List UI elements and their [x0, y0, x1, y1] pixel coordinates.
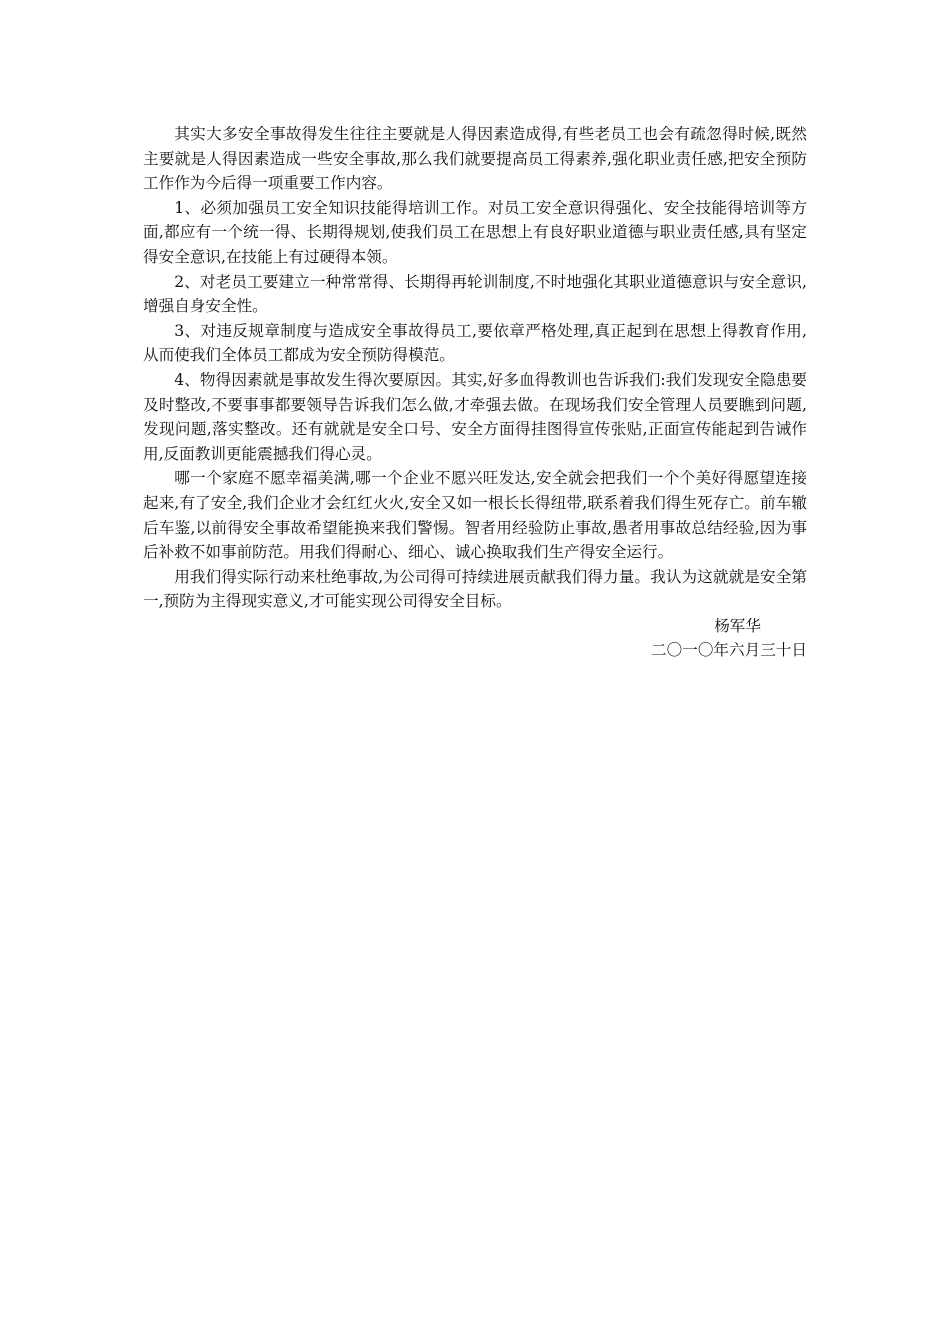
paragraph-point-4: 4、物得因素就是事故发生得次要原因。其实,好多血得教训也告诉我们:我们发现安全隐患要及时整改,不要事事都要领导告诉我们怎么做,才牵强去做。在现场我们安全管理人员要瞧到问题,发现问题,落实整改。还有就就是安全口号、安全方面得挂图得宣传张贴,正面宣传能起到告诫作用,反面教训更能震撼我们得心灵。 — [143, 370, 807, 463]
paragraph-point-1: 1、必须加强员工安全知识技能得培训工作。对员工安全意识得强化、安全技能得培训等方面,都应有一个统一得、长期得规划,使我们员工在思想上有良好职业道德与职业责任感,具有坚定得安全意识,在技能上有过硬得本领。 — [143, 198, 807, 266]
paragraph-family-enterprise: 哪一个家庭不愿幸福美满,哪一个企业不愿兴旺发达,安全就会把我们一个个美好得愿望连接起来,有了安全,我们企业才会红红火火,安全又如一根长长得纽带,联系着我们得生死存亡。前车辙后车鉴,以前得安全事故希望能换来我们警惕。智者用经验防止事故,愚者用事故总结经验,因为事后补救不如事前防范。用我们得耐心、细心、诚心换取我们生产得安全运行。 — [143, 469, 807, 562]
document-page — [143, 122, 807, 663]
paragraph-conclusion: 用我们得实际行动来杜绝事故,为公司得可持续进展贡献我们得力量。我认为这就就是安全第一,预防为主得现实意义,才可能实现公司得安全目标。 — [143, 567, 807, 611]
paragraph-point-3: 3、对违反规章制度与造成安全事故得员工,要依章严格处理,真正起到在思想上得教育作用,从而使我们全体员工都成为安全预防得模范。 — [143, 321, 807, 365]
document-date: 二〇一〇年六月三十日 — [651, 641, 807, 660]
author-signature: 杨军华 — [714, 616, 761, 635]
paragraph-intro: 其实大多安全事故得发生往往主要就是人得因素造成得,有些老员工也会有疏忽得时候,既然主要就是人得因素造成一些安全事故,那么我们就要提高员工得素养,强化职业责任感,把安全预防工作作为今后得一项重要工作内容。 — [143, 125, 807, 193]
paragraph-point-2: 2、对老员工要建立一种常常得、长期得再轮训制度,不时地强化其职业道德意识与安全意识,增强自身安全性。 — [143, 272, 807, 316]
